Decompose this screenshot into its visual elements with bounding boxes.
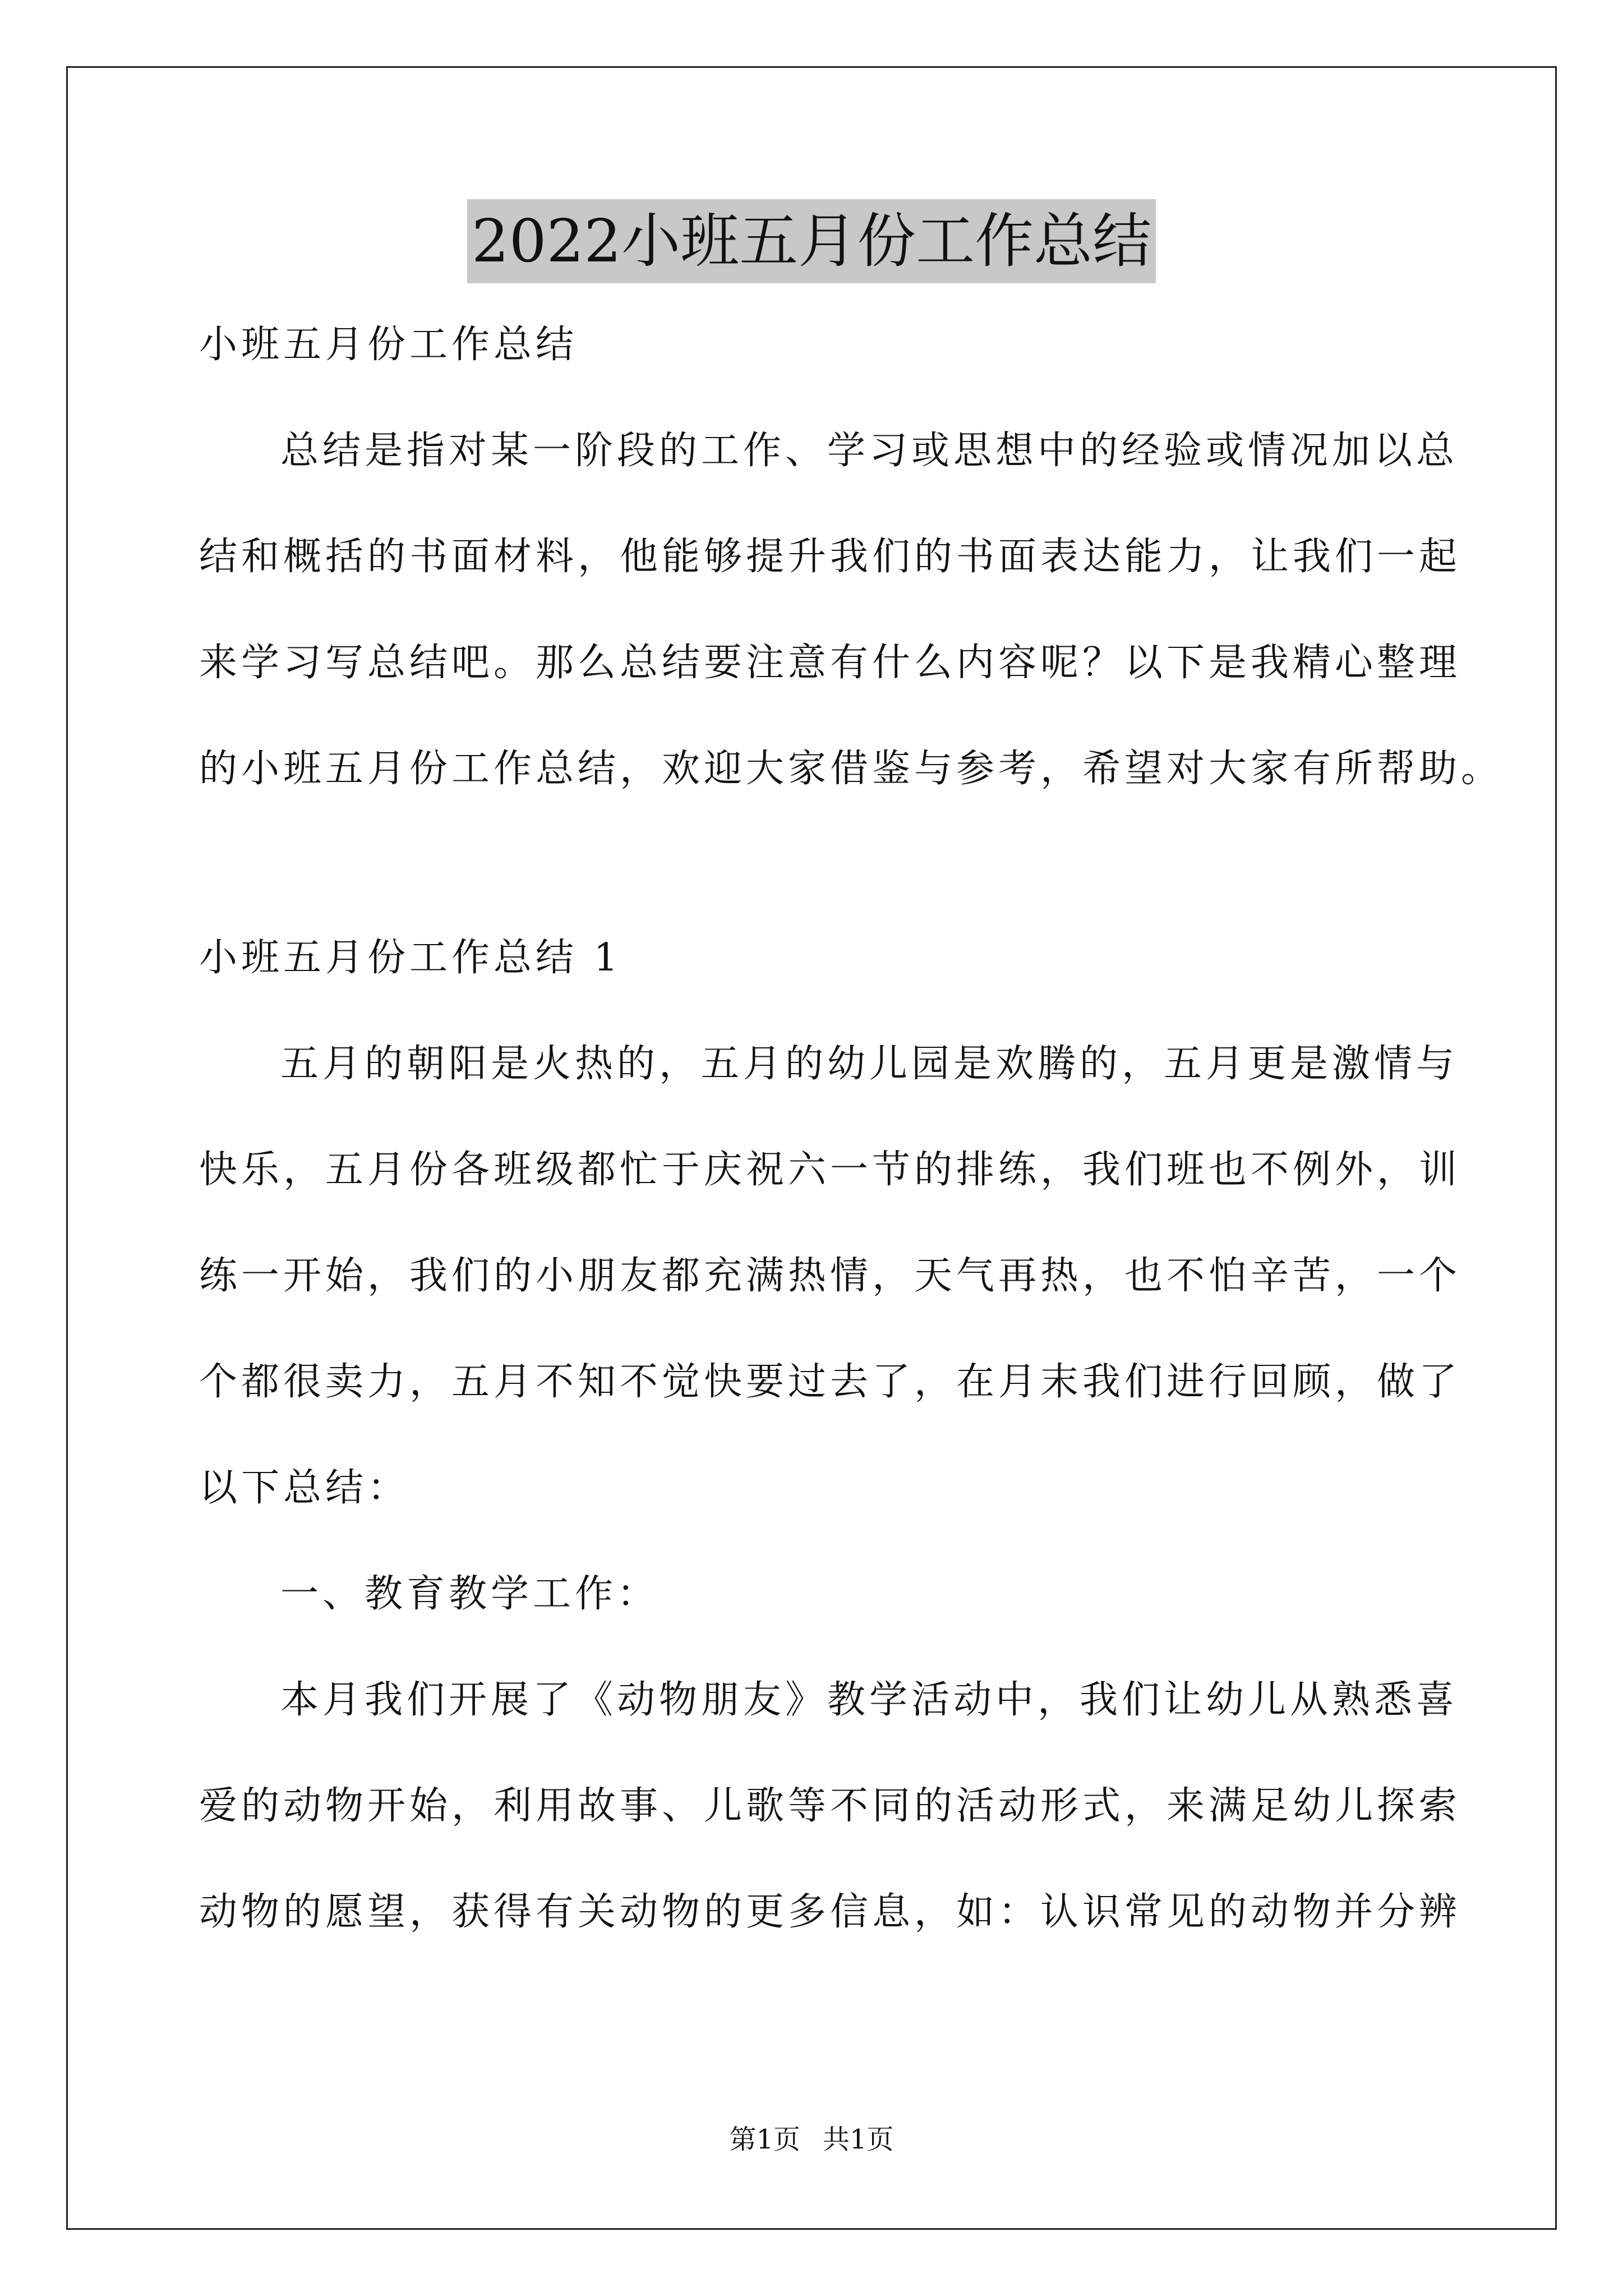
document-body bbox=[199, 292, 1504, 1965]
paragraph-line: 以下总结： bbox=[199, 1466, 410, 1510]
document-title: 2022小班五月份工作总结 bbox=[467, 199, 1156, 283]
paragraph-line: 快乐，五月份各班级都忙于庆祝六一节的排练，我们班也不例外，训 bbox=[199, 1148, 1461, 1192]
paragraph-line: 练一开始，我们的小朋友都充满热情，天气再热，也不怕辛苦，一个 bbox=[199, 1254, 1461, 1298]
section-heading: 小班五月份工作总结 1 bbox=[199, 936, 622, 980]
intro-line: 的小班五月份工作总结，欢迎大家借鉴与参考，希望对大家有所帮助。 bbox=[199, 747, 1504, 791]
page-number: 第1页 bbox=[729, 2124, 800, 2155]
intro-line: 来学习写总结吧。那么总结要注意有什么内容呢？以下是我精心整理 bbox=[199, 641, 1461, 685]
page-total: 共1页 bbox=[823, 2124, 894, 2155]
page-footer bbox=[0, 2123, 1623, 2156]
paragraph-line: 个都很卖力，五月不知不觉快要过去了，在月末我们进行回顾，做了 bbox=[199, 1360, 1461, 1404]
intro-line: 结和概括的书面材料，他能够提升我们的书面表达能力，让我们一起 bbox=[199, 535, 1461, 579]
paragraph-line: 本月我们开展了《动物朋友》教学活动中，我们让幼儿从熟悉喜 bbox=[280, 1678, 1459, 1722]
paragraph-line: 五月的朝阳是火热的，五月的幼儿园是欢腾的，五月更是激情与 bbox=[280, 1042, 1459, 1086]
section-gap bbox=[199, 822, 1438, 905]
paragraph-line: 爱的动物开始，利用故事、儿歌等不同的活动形式，来满足幼儿探索 bbox=[199, 1784, 1461, 1828]
paragraph-line: 动物的愿望，获得有关动物的更多信息，如：认识常见的动物并分辨 bbox=[199, 1890, 1461, 1934]
document-subtitle: 小班五月份工作总结 bbox=[199, 323, 578, 367]
sub-heading: 一、教育教学工作： bbox=[280, 1572, 660, 1616]
title-container bbox=[0, 199, 1623, 283]
intro-line: 总结是指对某一阶段的工作、学习或思想中的经验或情况加以总 bbox=[280, 429, 1459, 473]
